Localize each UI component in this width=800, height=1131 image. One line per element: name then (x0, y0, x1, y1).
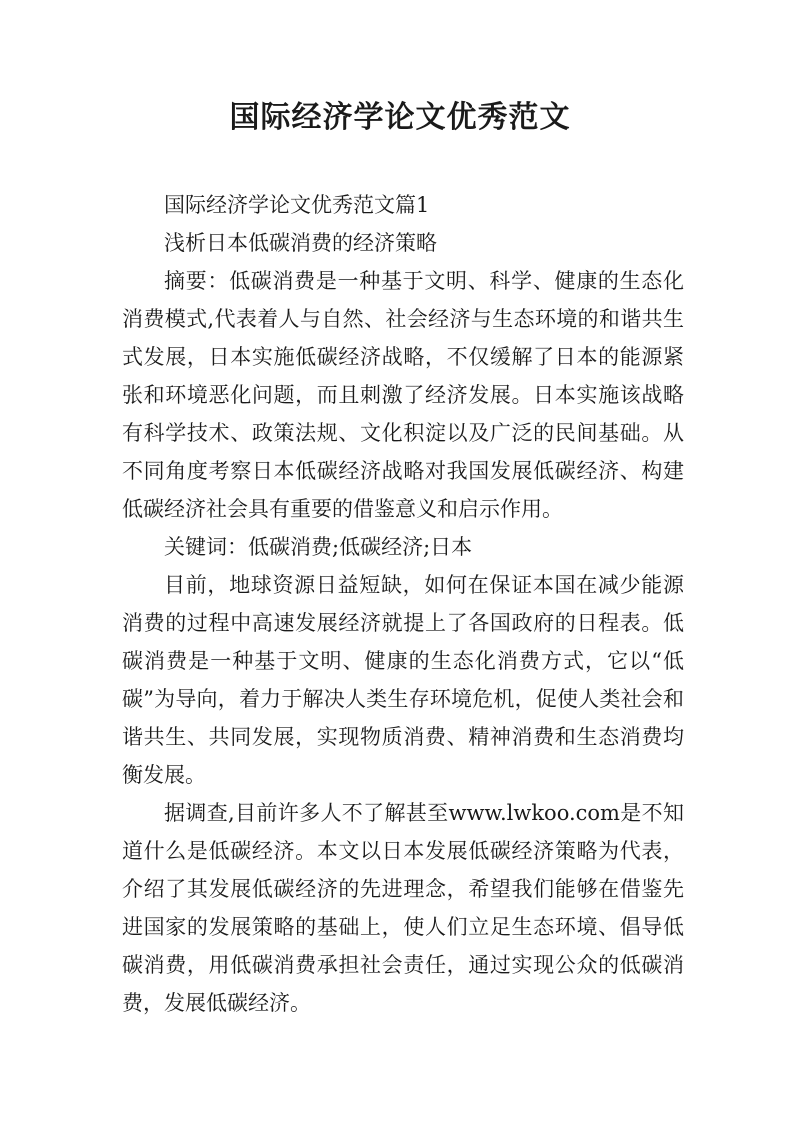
body-paragraph: 据调查,目前许多人不了解甚至www.lwkoo.com是不知道什么是低碳经济。本文以日本发展低碳经济策略为代表，介绍了其发展低碳经济的先进理念，希望我们能够在借鉴先进国家的发展策略的基础上，使人们立足生态环境、倡导低碳消费，用低碳消费承担社会责任，通过实现公众的低碳消费，发展低碳经济。 (122, 801, 684, 1015)
document-title: 国际经济学论文优秀范文 (229, 100, 571, 135)
section-heading: 国际经济学论文优秀范文篇1 (164, 193, 430, 217)
abstract-paragraph: 摘要：低碳消费是一种基于文明、科学、健康的生态化消费模式,代表着人与自然、社会经济与生态环境的和谐共生式发展，日本实施低碳经济战略，不仅缓解了日本的能源紧张和环境恶化问题，而且刺激了经济发展。日本实施该战略有科学技术、政策法规、文化积淀以及广泛的民间基础。从不同角度考察日本低碳经济战略对我国发展低碳经济、构建低碳经济社会具有重要的借鉴意义和启示作用。 (122, 269, 684, 521)
article-title: 浅析日本低碳消费的经济策略 (164, 231, 437, 255)
body-paragraph: 目前，地球资源日益短缺，如何在保证本国在减少能源消费的过程中高速发展经济就提上了各国政府的日程表。低碳消费是一种基于文明、健康的生态化消费方式，它以“低碳”为导向，着力于解决人类生存环境危机，促使人类社会和谐共生、共同发展，实现物质消费、精神消费和生态消费均衡发展。 (122, 573, 684, 787)
keywords-paragraph: 关键词：低碳消费;低碳经济;日本 (164, 535, 473, 559)
document-body (122, 186, 684, 1022)
